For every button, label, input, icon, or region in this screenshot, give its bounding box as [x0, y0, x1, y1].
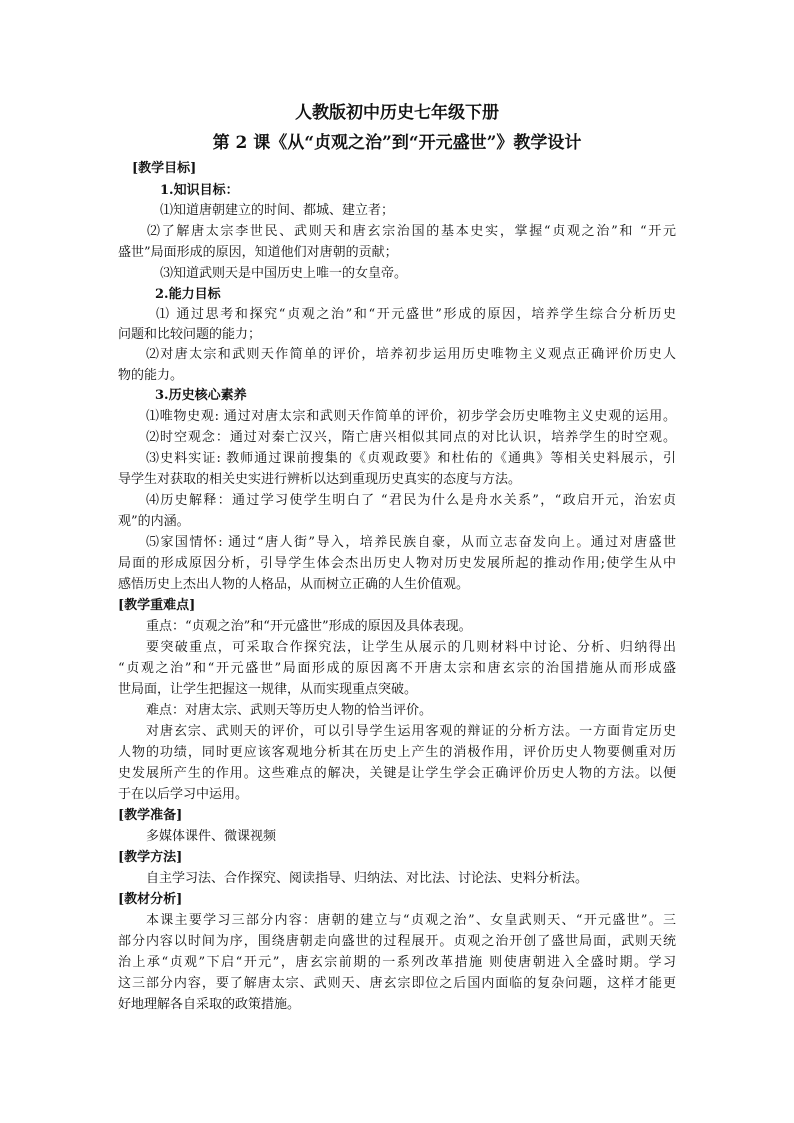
- paragraph-line: 史发展所产生的作用。这些难点的解决，关键是让学生学会正确评价历史人物的方法。以便: [118, 766, 676, 781]
- paragraph-line: 多媒体课件、微课视频: [146, 829, 277, 844]
- paragraph-line: 难点：对唐太宗、武则天等历史人物的恰当评价。: [146, 703, 433, 718]
- paragraph-line: 人物的功绩，同时更应该客观地分析其在历史上产生的消极作用，评价历史人物要侧重对历: [118, 745, 676, 760]
- paragraph-line: ⑶史料实证: 教师通过课前搜集的《贞观政要》和杜佑的《通典》等相关史料展示，引: [146, 451, 676, 466]
- paragraph-line: ⑴ 通过思考和探究“贞观之治”和“开元盛世”形成的原因，培养学生综合分析历史: [156, 307, 676, 322]
- paragraph-line: ⑵了解唐太宗李世民、武则天和唐玄宗治国的基本史实，掌握“贞观之治”和 “开元: [147, 224, 676, 239]
- document-title-line-2: 第 2 课《从“贞观之治”到“开元盛世”》教学设计: [212, 133, 582, 153]
- paragraph-line: ⑵时空观念：通过对秦亡汉兴，隋亡唐兴相似其同点的对比认识，培养学生的时空观。: [146, 430, 676, 445]
- paragraph-line: ⑸家国情怀: 通过“唐人街”导入，培养民族自豪，从而立志奋发向上。通过对唐盛世: [146, 535, 676, 550]
- section-heading-key-points: [教学重难点]: [118, 598, 196, 613]
- paragraph-line: 本课主要学习三部分内容：唐朝的建立与“贞观之治”、女皇武则天、“开元盛世”。三: [146, 913, 676, 928]
- subheading-knowledge-goals: 1.知识目标：: [160, 183, 239, 198]
- paragraph-line: 观”的内涵。: [118, 514, 190, 529]
- paragraph-line: ⑶知道武则天是中国历史上唯一的女皇帝。: [160, 266, 408, 281]
- paragraph-line: 治上承“贞观”下启“开元”，唐玄宗前期的一系列改革措施 则使唐朝进入全盛时期。学习: [118, 955, 676, 970]
- paragraph-line: 于在以后学习中运用。: [118, 787, 249, 802]
- section-heading-methods: [教学方法]: [118, 850, 183, 865]
- document-title-line-1: 人教版初中历史七年级下册: [295, 103, 499, 123]
- paragraph-line: “贞观之治”和“开元盛世”局面形成的原因离不开唐太宗和唐玄宗的治国措施从而形成盛: [118, 661, 676, 676]
- paragraph-line: 这三部分内容，要了解唐太宗、武则天、唐玄宗即位之后国内面临的复杂问题，这样才能更: [118, 976, 676, 991]
- paragraph-line: 局面的形成原因分析，引导学生体会杰出历史人物对历史发展所起的推动作用;使学生从中: [118, 556, 676, 571]
- paragraph-line: 感悟历史上杰出人物的人格品，从而树立正确的人生价值观。: [118, 577, 470, 592]
- subheading-ability-goals: 2.能力目标: [155, 287, 221, 302]
- paragraph-line: 问题和比较问题的能力；: [118, 327, 262, 342]
- paragraph-line: ⑵对唐太宗和武则天作简单的评价，培养初步运用历史唯物主义观点正确评价历史人: [146, 347, 676, 362]
- paragraph-line: 导学生对获取的相关史实进行辨析以达到重现历史真实的态度与方法。: [118, 472, 522, 487]
- section-heading-objectives: [教学目标]: [132, 161, 197, 176]
- paragraph-line: 重点：“贞观之治”和“开元盛世”形成的原因及具体表现。: [146, 619, 472, 634]
- paragraph-line: ⑴唯物史观: 通过对唐太宗和武则天作简单的评价，初步学会历史唯物主义史观的运用。: [146, 409, 676, 424]
- section-heading-preparation: [教学准备]: [118, 808, 183, 823]
- paragraph-line: 物的能力。: [118, 368, 184, 383]
- paragraph-line: 自主学习法、合作探究、阅读指导、归纳法、对比法、讨论法、史料分析法。: [146, 871, 589, 886]
- subheading-core-literacy: 3.历史核心素养: [155, 388, 247, 403]
- section-heading-analysis: [教材分析]: [118, 892, 183, 907]
- paragraph-line: ⑷历史解释：通过学习使学生明白了 “君民为什么是舟水关系”，“政启开元，治宏贞: [146, 493, 676, 508]
- paragraph-line: 要突破重点，可采取合作探究法，让学生从展示的几则材料中讨论、分析、归纳得出: [146, 640, 676, 655]
- paragraph-line: ⑴知道唐朝建立的时间、都城、建立者；: [160, 203, 395, 218]
- paragraph-line: 盛世”局面形成的原因，知道他们对唐朝的贡献；: [118, 245, 398, 260]
- paragraph-line: 好地理解各自采取的政策措施。: [118, 997, 301, 1012]
- paragraph-line: 世局面，让学生把握这一规律，从而实现重点突破。: [118, 682, 418, 697]
- paragraph-line: 对唐玄宗、武则天的评价，可以引导学生运用客观的辩证的分析方法。一方面肯定历史: [146, 724, 676, 739]
- paragraph-line: 部分内容以时间为序，围绕唐朝走向盛世的过程展开。贞观之治开创了盛世局面，武则天统: [118, 934, 676, 949]
